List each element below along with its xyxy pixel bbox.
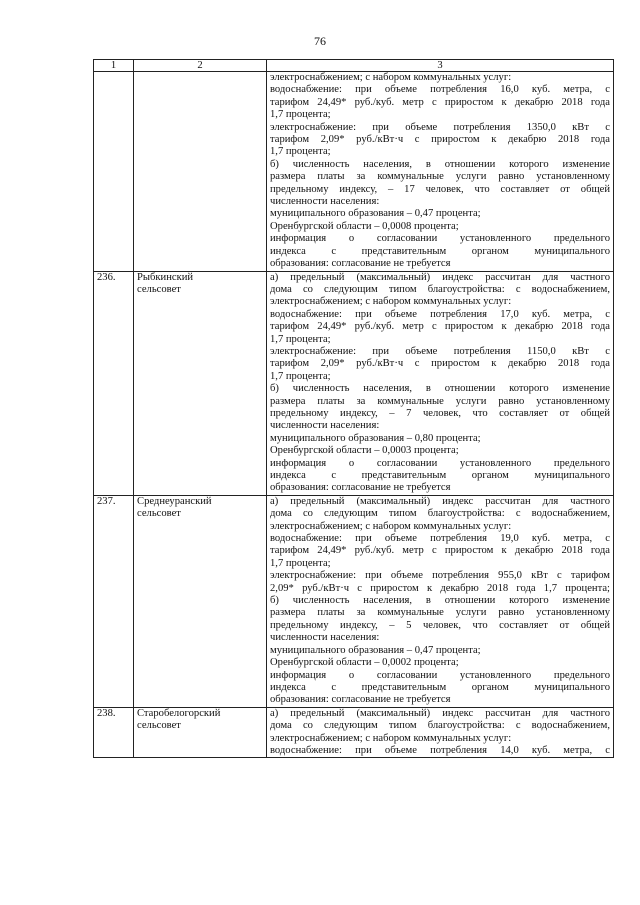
description-line: информация о согласовании установленного предельного <box>270 457 610 469</box>
municipality-name-line: Рыбкинский <box>137 271 194 283</box>
description-line: электроснабжением; с набором коммунальных услуг: <box>270 72 512 83</box>
description-line: тарифом 24,49* руб./куб. метр с приростом к декабрю 2018 года <box>270 96 610 108</box>
description-line: дома со следующим типом благоустройства: с водоснабжением, <box>270 720 610 732</box>
description-line: б) численность населения, в отношении которого изменение <box>270 158 610 170</box>
tariff-index-table <box>93 59 614 758</box>
description-line: тарифом 24,49* руб./куб. метр с приростом к декабрю 2018 года <box>270 321 610 333</box>
municipality-name <box>134 72 267 272</box>
table-row <box>94 707 614 758</box>
index-description <box>267 707 614 758</box>
description-line: образования: согласование не требуется <box>270 258 451 270</box>
page-number: 76 <box>314 34 326 48</box>
municipality-name-line: Среднеуранский <box>137 495 212 507</box>
description-line: Оренбургской области – 0,0008 процента; <box>270 220 459 232</box>
description-line: 2,09* руб./кВт·ч с приростом к декабрю 2018 года 1,7 процента; <box>270 582 610 594</box>
table-row <box>94 271 614 495</box>
municipality-name-line: сельсовет <box>137 283 181 295</box>
municipality-name <box>134 495 267 707</box>
description-line: электроснабжение: при объеме потребления 1350,0 кВт с <box>270 121 610 133</box>
description-line: 1,7 процента; <box>270 557 331 569</box>
municipality-name-line: сельсовет <box>137 720 181 732</box>
description-line: электроснабжение: при объеме потребления 955,0 кВт с тарифом <box>270 570 610 582</box>
description-line: размера платы за коммунальные услуги равно установленному <box>270 395 610 407</box>
description-line: 1,7 процента; <box>270 146 331 158</box>
row-number: 237. <box>94 495 134 707</box>
description-line: тарифом 2,09* руб./кВт·ч с приростом к декабрю 2018 года <box>270 358 610 370</box>
description-line: а) предельный (максимальный) индекс рассчитан для частного <box>270 707 610 719</box>
municipality-name <box>134 707 267 758</box>
description-line: водоснабжение: при объеме потребления 16,0 куб. метра, с <box>270 84 610 96</box>
description-line: водоснабжение: при объеме потребления 14,0 куб. метра, с <box>270 744 610 756</box>
description-line: предельному индексу, – 5 человек, что составляет от общей <box>270 619 610 631</box>
description-line: электроснабжение: при объеме потребления 1150,0 кВт с <box>270 345 610 357</box>
table-row <box>94 495 614 707</box>
description-line: численности населения: <box>270 420 380 432</box>
municipality-name-line: Старобелогорский <box>137 707 221 719</box>
description-line: муниципального образования – 0,47 процента; <box>270 644 481 656</box>
description-line: 1,7 процента; <box>270 109 331 121</box>
row-number <box>94 72 134 272</box>
description-line: муниципального образования – 0,47 процента; <box>270 208 481 220</box>
description-line: предельному индексу, – 7 человек, что составляет от общей <box>270 407 610 419</box>
description-line: электроснабжением; с набором коммунальных услуг: <box>270 296 512 308</box>
column-header-3: 3 <box>267 60 614 72</box>
index-description <box>267 72 614 272</box>
row-number: 238. <box>94 707 134 758</box>
row-number: 236. <box>94 271 134 495</box>
description-line: тарифом 2,09* руб./кВт·ч с приростом к декабрю 2018 года <box>270 134 610 146</box>
description-line: электроснабжением; с набором коммунальных услуг: <box>270 520 512 532</box>
description-line: численности населения: <box>270 196 380 208</box>
description-line: муниципального образования – 0,80 процента; <box>270 432 481 444</box>
description-line: а) предельный (максимальный) индекс рассчитан для частного <box>270 271 610 283</box>
description-line: Оренбургской области – 0,0002 процента; <box>270 657 459 669</box>
description-line: водоснабжение: при объеме потребления 19,0 куб. метра, с <box>270 533 610 545</box>
description-line: размера платы за коммунальные услуги равно установленному <box>270 171 610 183</box>
description-line: информация о согласовании установленного предельного <box>270 233 610 245</box>
description-line: образования: согласование не требуется <box>270 482 451 494</box>
municipality-name-line: сельсовет <box>137 508 181 520</box>
description-line: образования: согласование не требуется <box>270 694 451 706</box>
table-header-row <box>94 60 614 72</box>
description-line: а) предельный (максимальный) индекс рассчитан для частного <box>270 495 610 507</box>
description-line: индекса с представительным органом муниципального <box>270 245 610 257</box>
description-line: 1,7 процента; <box>270 370 331 382</box>
description-line: 1,7 процента; <box>270 333 331 345</box>
description-line: информация о согласовании установленного предельного <box>270 669 610 681</box>
description-line: численности населения: <box>270 632 380 644</box>
description-line: электроснабжением; с набором коммунальных услуг: <box>270 732 512 744</box>
municipality-name <box>134 271 267 495</box>
description-line: б) численность населения, в отношении которого изменение <box>270 383 610 395</box>
description-line: б) численность населения, в отношении которого изменение <box>270 595 610 607</box>
description-line: Оренбургской области – 0,0003 процента; <box>270 445 459 457</box>
index-description <box>267 271 614 495</box>
table-row <box>94 72 614 272</box>
description-line: предельному индексу, – 17 человек, что составляет от общей <box>270 183 610 195</box>
description-line: размера платы за коммунальные услуги равно установленному <box>270 607 610 619</box>
description-line: дома со следующим типом благоустройства: с водоснабжением, <box>270 283 610 295</box>
column-header-2: 2 <box>134 60 267 72</box>
description-line: дома со следующим типом благоустройства: с водоснабжением, <box>270 508 610 520</box>
description-line: индекса с представительным органом муниципального <box>270 681 610 693</box>
description-line: индекса с представительным органом муниципального <box>270 470 610 481</box>
index-description <box>267 495 614 707</box>
description-line: водоснабжение: при объеме потребления 17,0 куб. метра, с <box>270 308 610 320</box>
column-header-1: 1 <box>94 60 134 72</box>
description-line: тарифом 24,49* руб./куб. метр с приростом к декабрю 2018 года <box>270 545 610 557</box>
table-body <box>94 60 614 758</box>
